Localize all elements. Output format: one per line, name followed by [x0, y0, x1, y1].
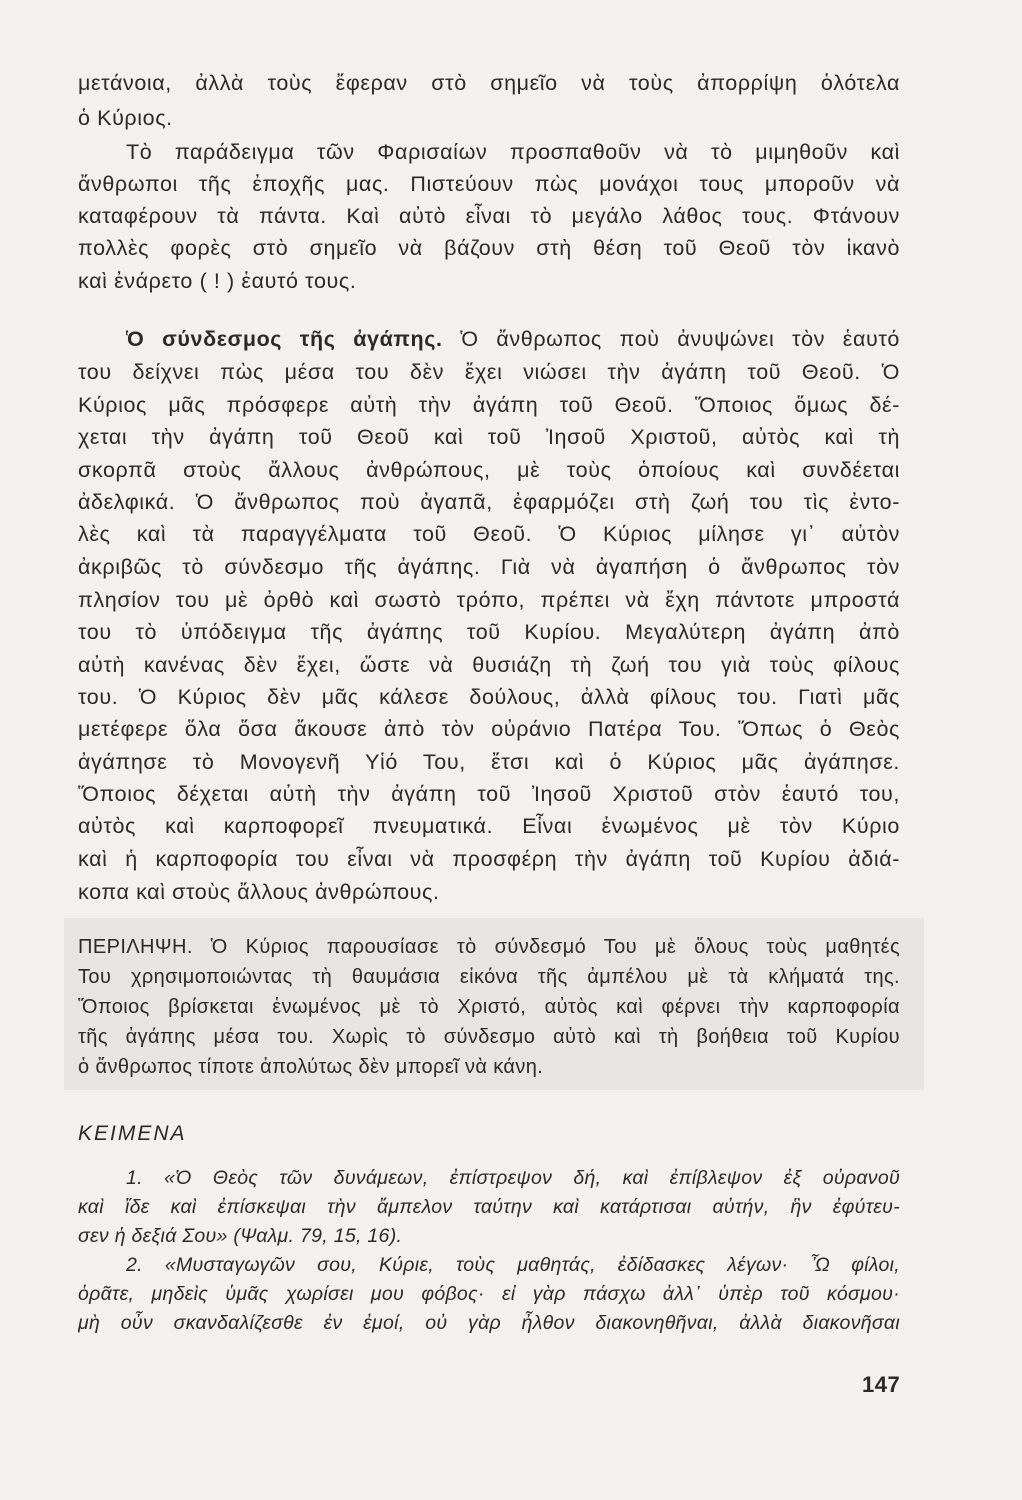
summary-line: ὁ ἄνθρωπος τίποτε ἀπολύτως δὲν μπορεῖ νὰ κάνη. [78, 1056, 544, 1078]
text-line: ἀδελφικά. Ὁ ἄνθρωπος ποὺ ἀγαπᾶ, ἐφαρμόζει στὴ ζωή του τὶς ἐντο- [78, 490, 900, 514]
text-line: μετάνοια, ἀλλὰ τοὺς ἔφεραν στὸ σημεῖο νὰ τοὺς ἀπορρίψη ὁλότελα [78, 71, 900, 95]
text-line: ἄνθρωποι τῆς ἐποχῆς μας. Πιστεύουν πὼς μονάχοι τους μποροῦν νὰ [78, 172, 900, 196]
quote-line: ὁρᾶτε, μηδεὶς ὑμᾶς χωρίσει μου φόβος· εἰ γὰρ πάσχω ἀλλ᾿ ὑπὲρ τοῦ κόσμου· [78, 1283, 900, 1305]
summary-line: ΠΕΡΙΛΗΨΗ. Ὁ Κύριος παρουσίασε τὸ σύνδεσμό Του μὲ ὅλους τοὺς μαθητές [78, 936, 900, 958]
summary-line: τῆς ἀγάπης μέσα του. Χωρὶς τὸ σύνδεσμο αὐτὸ καὶ τὴ βοήθεια τοῦ Κυρίου [78, 1026, 900, 1048]
quote-line: μὴ οὖν σκανδαλίζεσθε ἐν ἐμοί, οὐ γὰρ ἦλθον διακονηθῆναι, ἀλλὰ διακονῆσαι [78, 1312, 900, 1334]
text-line: καταφέρουν τὰ πάντα. Καὶ αὐτὸ εἶναι τὸ μεγάλο λάθος τους. Φτάνουν [78, 204, 900, 228]
text-line: σκορπᾶ στοὺς ἄλλους ἀνθρώπους, μὲ τοὺς ὁποίους καὶ συνδέεται [78, 458, 900, 482]
quote-line: καὶ ἴδε καὶ ἐπίσκεψαι τὴν ἄμπελον ταύτην καὶ κατάρτισαι αὐτήν, ἣν ἐφύτευ- [78, 1196, 900, 1218]
text-line: του. Ὁ Κύριος δὲν μᾶς κάλεσε δούλους, ἀλλὰ φίλους του. Γιατὶ μᾶς [78, 685, 900, 709]
text-line: Ὅποιος δέχεται αὐτὴ τὴν ἀγάπη τοῦ Ἰησοῦ Χριστοῦ στὸν ἑαυτό του, [78, 782, 900, 806]
section-heading: Ὁ σύνδεσμος τῆς ἀγάπης. [126, 327, 443, 351]
text-line: καὶ ἐνάρετο ( ! ) ἑαυτό τους. [78, 269, 357, 293]
text-line: Τὸ παράδειγμα τῶν Φαρισαίων προσπαθοῦν νὰ τὸ μιμηθοῦν καὶ [126, 140, 900, 164]
text-line: ὁ Κύριος. [78, 106, 173, 130]
summary-line: Ὅποιος βρίσκεται ἑνωμένος μὲ τὸ Χριστό, αὐτὸς καὶ φέρνει τὴν καρποφορία [78, 996, 900, 1018]
text-line: αὐτὸς καὶ καρποφορεῖ πνευματικά. Εἶναι ἑνωμένος μὲ τὸν Κύριο [78, 814, 900, 838]
text-fragment: Ὁ ἄνθρωπος ποὺ ἀνυψώνει τὸν ἑαυτό [442, 327, 900, 351]
text-line: ἀγάπησε τὸ Μονογενῆ Υἱό Του, ἔτσι καὶ ὁ Κύριος μᾶς ἀγάπησε. [78, 750, 900, 774]
text-line: καὶ ἡ καρποφορία του εἶναι νὰ προσφέρη τὴν ἀγάπη τοῦ Κυρίου ἀδιά- [78, 847, 900, 871]
page-number: 147 [862, 1372, 901, 1397]
text-line: ἀκριβῶς τὸ σύνδεσμο τῆς ἀγάπης. Γιὰ νὰ ἀγαπήση ὁ ἄνθρωπος τὸν [78, 555, 900, 579]
quote-line: 2. «Μυσταγωγῶν σου, Κύριε, τοὺς μαθητάς, ἐδίδασκες λέγων· Ὦ φίλοι, [126, 1254, 900, 1276]
text-line: του τὸ ὑπόδειγμα τῆς ἀγάπης τοῦ Κυρίου. Μεγαλύτερη ἀγάπη ἀπὸ [78, 620, 900, 644]
summary-line: Του χρησιμοποιώντας τὴ θαυμάσια εἰκόνα τῆς ἀμπέλου μὲ τὰ κλήματά της. [78, 966, 900, 988]
text-line: πλησίον του μὲ ὀρθὸ καὶ σωστὸ τρόπο, πρέπει νὰ ἔχη πάντοτε μπροστά [78, 588, 900, 612]
text-line: κοπα καὶ στοὺς ἄλλους ἀνθρώπους. [78, 880, 440, 904]
text-line: λὲς καὶ τὰ παραγγέλματα τοῦ Θεοῦ. Ὁ Κύριος μίλησε γι᾿ αὐτὸν [78, 522, 900, 546]
text-line [126, 323, 900, 356]
text-line: χεται τὴν ἀγάπη τοῦ Θεοῦ καὶ τοῦ Ἰησοῦ Χριστοῦ, αὐτὸς καὶ τὴ [78, 425, 900, 449]
quote-line: 1. «Ὁ Θεὸς τῶν δυνάμεων, ἐπίστρεψον δή, καὶ ἐπίβλεψον ἐξ οὐρανοῦ [126, 1167, 900, 1189]
text-line: Κύριος μᾶς πρόσφερε αὐτὴ τὴν ἀγάπη τοῦ Θεοῦ. Ὅποιος ὅμως δέ- [78, 393, 900, 417]
text-line: αὐτὴ κανένας δὲν ἔχει, ὥστε νὰ θυσιάζη τὴ ζωή του γιὰ τοὺς φίλους [78, 653, 900, 677]
text-line: του δείχνει πὼς μέσα του δὲν ἔχει νιώσει τὴν ἀγάπη τοῦ Θεοῦ. Ὁ [78, 360, 900, 384]
text-line: μετέφερε ὅλα ὅσα ἄκουσε ἀπὸ τὸν οὐράνιο Πατέρα Του. Ὅπως ὁ Θεὸς [78, 717, 900, 741]
texts-section-title: ΚΕΙΜΕΝΑ [78, 1122, 187, 1145]
text-line: πολλὲς φορὲς στὸ σημεῖο νὰ βάζουν στὴ θέση τοῦ Θεοῦ τὸν ἱκανὸ [78, 236, 900, 260]
quote-line: σεν ἡ δεξιά Σου» (Ψαλμ. 79, 15, 16). [78, 1225, 403, 1247]
